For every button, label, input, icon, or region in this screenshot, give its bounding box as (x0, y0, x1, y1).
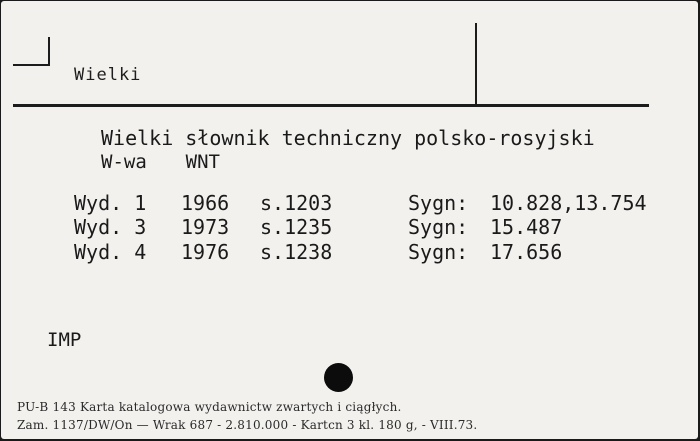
edition-pages: s.1203 (260, 191, 333, 215)
corner-mark-horizontal (13, 64, 50, 66)
signature-label: Sygn: (408, 215, 469, 239)
publisher-name: WNT (185, 151, 220, 173)
footer-form-line: PU-B 143 Karta katalogowa wydawnictw zwartych i ciągłych. (17, 400, 402, 414)
publisher-line (101, 151, 220, 173)
card-heading: Wielki (74, 65, 142, 85)
signature-value: 17.656 (490, 240, 563, 264)
edition-label: Wyd. 1 (74, 191, 147, 215)
edition-year: 1973 (181, 215, 230, 239)
publisher-place: W-wa (101, 151, 147, 173)
edition-year: 1966 (181, 191, 230, 215)
book-title: Wielki słownik techniczny polsko-rosyjski (101, 126, 595, 150)
imp-stamp: IMP (47, 329, 82, 351)
header-column-divider (475, 23, 477, 104)
catalog-card (1, 1, 698, 439)
signature-value: 10.828,13.754 (490, 191, 647, 215)
edition-pages: s.1235 (260, 215, 333, 239)
edition-pages: s.1238 (260, 240, 333, 264)
edition-label: Wyd. 4 (74, 240, 147, 264)
signature-label: Sygn: (408, 191, 469, 215)
corner-mark-vertical (48, 37, 50, 65)
footer-print-line: Zam. 1137/DW/On — Wrak 687 - 2.810.000 - Kartcn 3 kl. 180 g, - VIII.73. (17, 418, 478, 432)
punch-hole (324, 363, 353, 392)
edition-year: 1976 (181, 240, 230, 264)
header-rule (13, 104, 649, 107)
signature-value: 15.487 (490, 215, 563, 239)
signature-label: Sygn: (408, 240, 469, 264)
edition-label: Wyd. 3 (74, 215, 147, 239)
